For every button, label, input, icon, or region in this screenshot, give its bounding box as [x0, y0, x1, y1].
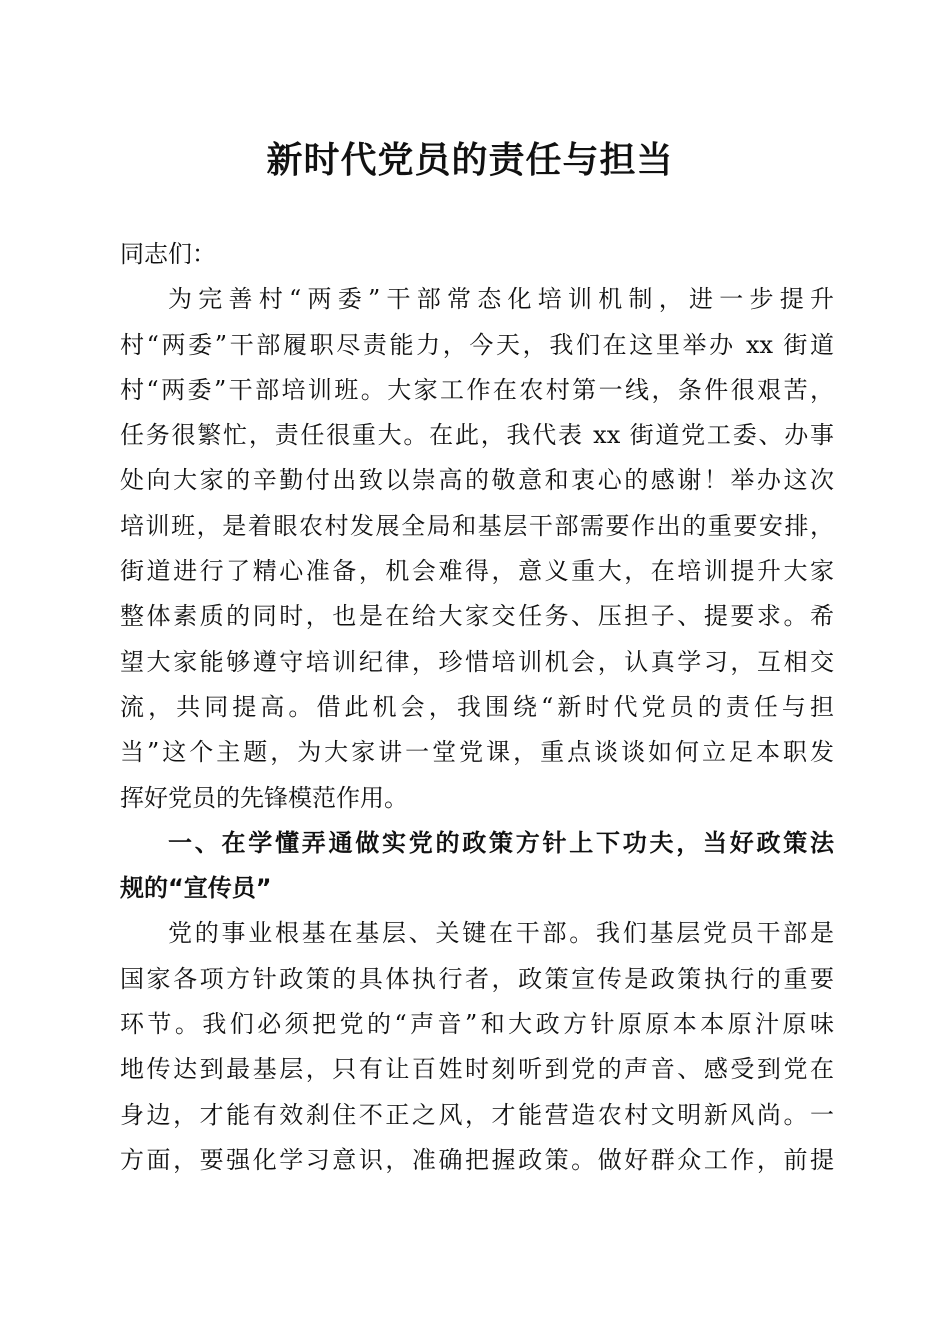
text-line: 地传达到最基层，只有让百姓时刻听到党的声音、感受到党在 [120, 1055, 834, 1084]
text-line: 处向大家的辛勤付出致以崇高的敬意和衷心的感谢！举办这次 [120, 466, 834, 495]
text-line: 整体素质的同时，也是在给大家交任务、压担子、提要求。希 [120, 602, 834, 631]
text-line: 挥好党员的先锋模范作用。 [120, 783, 408, 812]
text-line: 望大家能够遵守培训纪律，珍惜培训机会，认真学习，互相交 [120, 647, 834, 676]
text-line: 培训班，是着眼农村发展全局和基层干部需要作出的重要安排， [120, 511, 834, 540]
text-line: 街道进行了精心准备，机会难得，意义重大，在培训提升大家 [120, 557, 834, 586]
text-line: 当”这个主题，为大家讲一堂党课，重点谈谈如何立足本职发 [120, 738, 834, 767]
heading-line: 一、在学懂弄通做实党的政策方针上下功夫，当好政策法 [168, 828, 834, 857]
text-line: 方面，要强化学习意识，准确把握政策。做好群众工作，前提 [120, 1145, 834, 1174]
text-line: 任务很繁忙，责任很重大。在此，我代表 xx 街道党工委、办事 [120, 421, 834, 450]
paragraph-section-1 [120, 911, 834, 1183]
text-line: 村“两委”干部履职尽责能力，今天，我们在这里举办 xx 街道 [120, 330, 834, 359]
paragraph-intro [120, 277, 834, 821]
text-line: 身边，才能有效刹住不正之风，才能营造农村文明新风尚。一 [120, 1100, 834, 1129]
heading-line: 规的“宣传员” [120, 874, 272, 903]
text-line: 环节。我们必须把党的“声音”和大政方针原原本本原汁原味 [120, 1010, 834, 1039]
document-body [120, 232, 834, 1183]
document-title: 新时代党员的责任与担当 [266, 139, 674, 181]
section-heading-1 [120, 821, 834, 912]
salutation: 同志们： [120, 240, 216, 268]
text-line: 流，共同提高。借此机会，我围绕“新时代党员的责任与担 [120, 692, 834, 721]
text-line: 国家各项方针政策的具体执行者，政策宣传是政策执行的重要 [120, 964, 834, 993]
text-line: 村“两委”干部培训班。大家工作在农村第一线，条件很艰苦， [120, 375, 834, 404]
text-line: 为完善村“两委”干部常态化培训机制，进一步提升 [168, 285, 834, 314]
text-line: 党的事业根基在基层、关键在干部。我们基层党员干部是 [168, 919, 834, 948]
